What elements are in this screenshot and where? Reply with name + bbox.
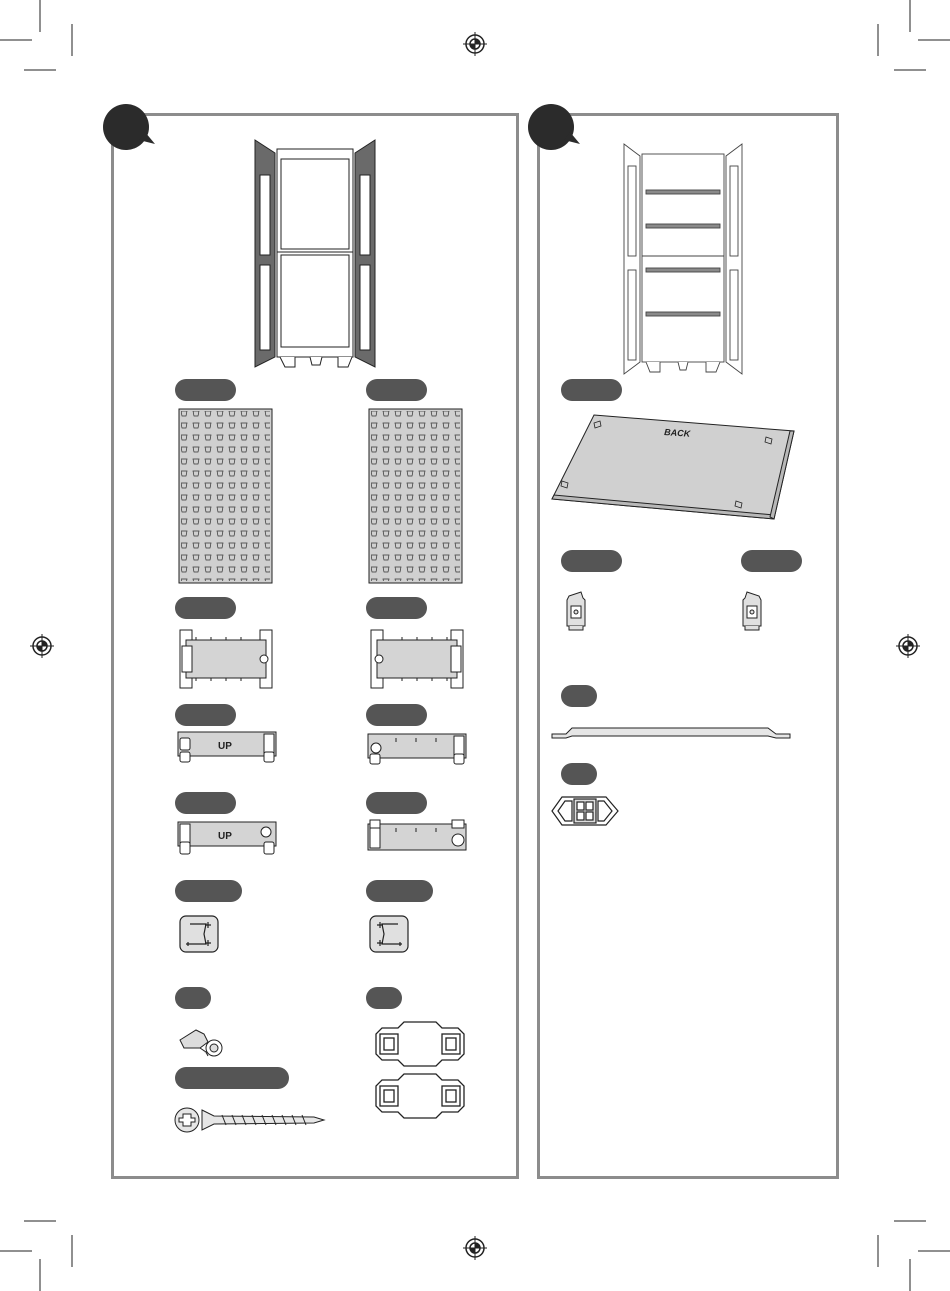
part-label bbox=[366, 792, 427, 814]
side-panel-icon bbox=[368, 408, 463, 584]
part-label bbox=[175, 597, 236, 619]
part-label bbox=[366, 880, 433, 902]
registration-mark-icon bbox=[896, 634, 920, 658]
shelf-back-label: BACK bbox=[663, 427, 691, 439]
part-label bbox=[741, 550, 802, 572]
cabinet-icon bbox=[250, 135, 380, 370]
up-label: UP bbox=[218, 741, 232, 752]
corner-connector-icon bbox=[368, 914, 410, 954]
corner-connector-icon bbox=[178, 914, 220, 954]
step-badge bbox=[528, 104, 574, 150]
base-panel-icon bbox=[367, 626, 467, 692]
side-panel-icon bbox=[178, 408, 273, 584]
registration-mark-icon bbox=[463, 1236, 487, 1260]
part-label bbox=[366, 379, 427, 401]
part-label bbox=[366, 597, 427, 619]
connector-icon bbox=[372, 1020, 468, 1120]
shelf-icon bbox=[548, 413, 798, 521]
part-label bbox=[561, 550, 622, 572]
rail-icon bbox=[366, 818, 468, 858]
part-label bbox=[175, 704, 236, 726]
bar-icon bbox=[550, 722, 792, 742]
rail-icon bbox=[366, 730, 468, 766]
up-label: UP bbox=[218, 831, 232, 842]
part-label bbox=[561, 379, 622, 401]
part-label bbox=[175, 880, 242, 902]
part-label bbox=[175, 987, 211, 1009]
registration-mark-icon bbox=[30, 634, 54, 658]
base-panel-icon bbox=[176, 626, 276, 692]
part-label bbox=[366, 987, 402, 1009]
clip-icon bbox=[563, 590, 589, 632]
dowel-icon bbox=[178, 1026, 232, 1060]
part-label bbox=[175, 1067, 289, 1089]
part-label bbox=[366, 704, 427, 726]
rail-icon bbox=[176, 728, 278, 764]
part-label bbox=[561, 685, 597, 707]
registration-mark-icon bbox=[463, 32, 487, 56]
clip-icon bbox=[739, 590, 765, 632]
screw-icon bbox=[174, 1104, 330, 1136]
cabinet-icon bbox=[620, 140, 746, 378]
step-badge bbox=[103, 104, 149, 150]
connector-icon bbox=[550, 793, 620, 829]
part-label bbox=[175, 379, 236, 401]
rail-icon bbox=[176, 818, 278, 858]
part-label bbox=[175, 792, 236, 814]
part-label bbox=[561, 763, 597, 785]
